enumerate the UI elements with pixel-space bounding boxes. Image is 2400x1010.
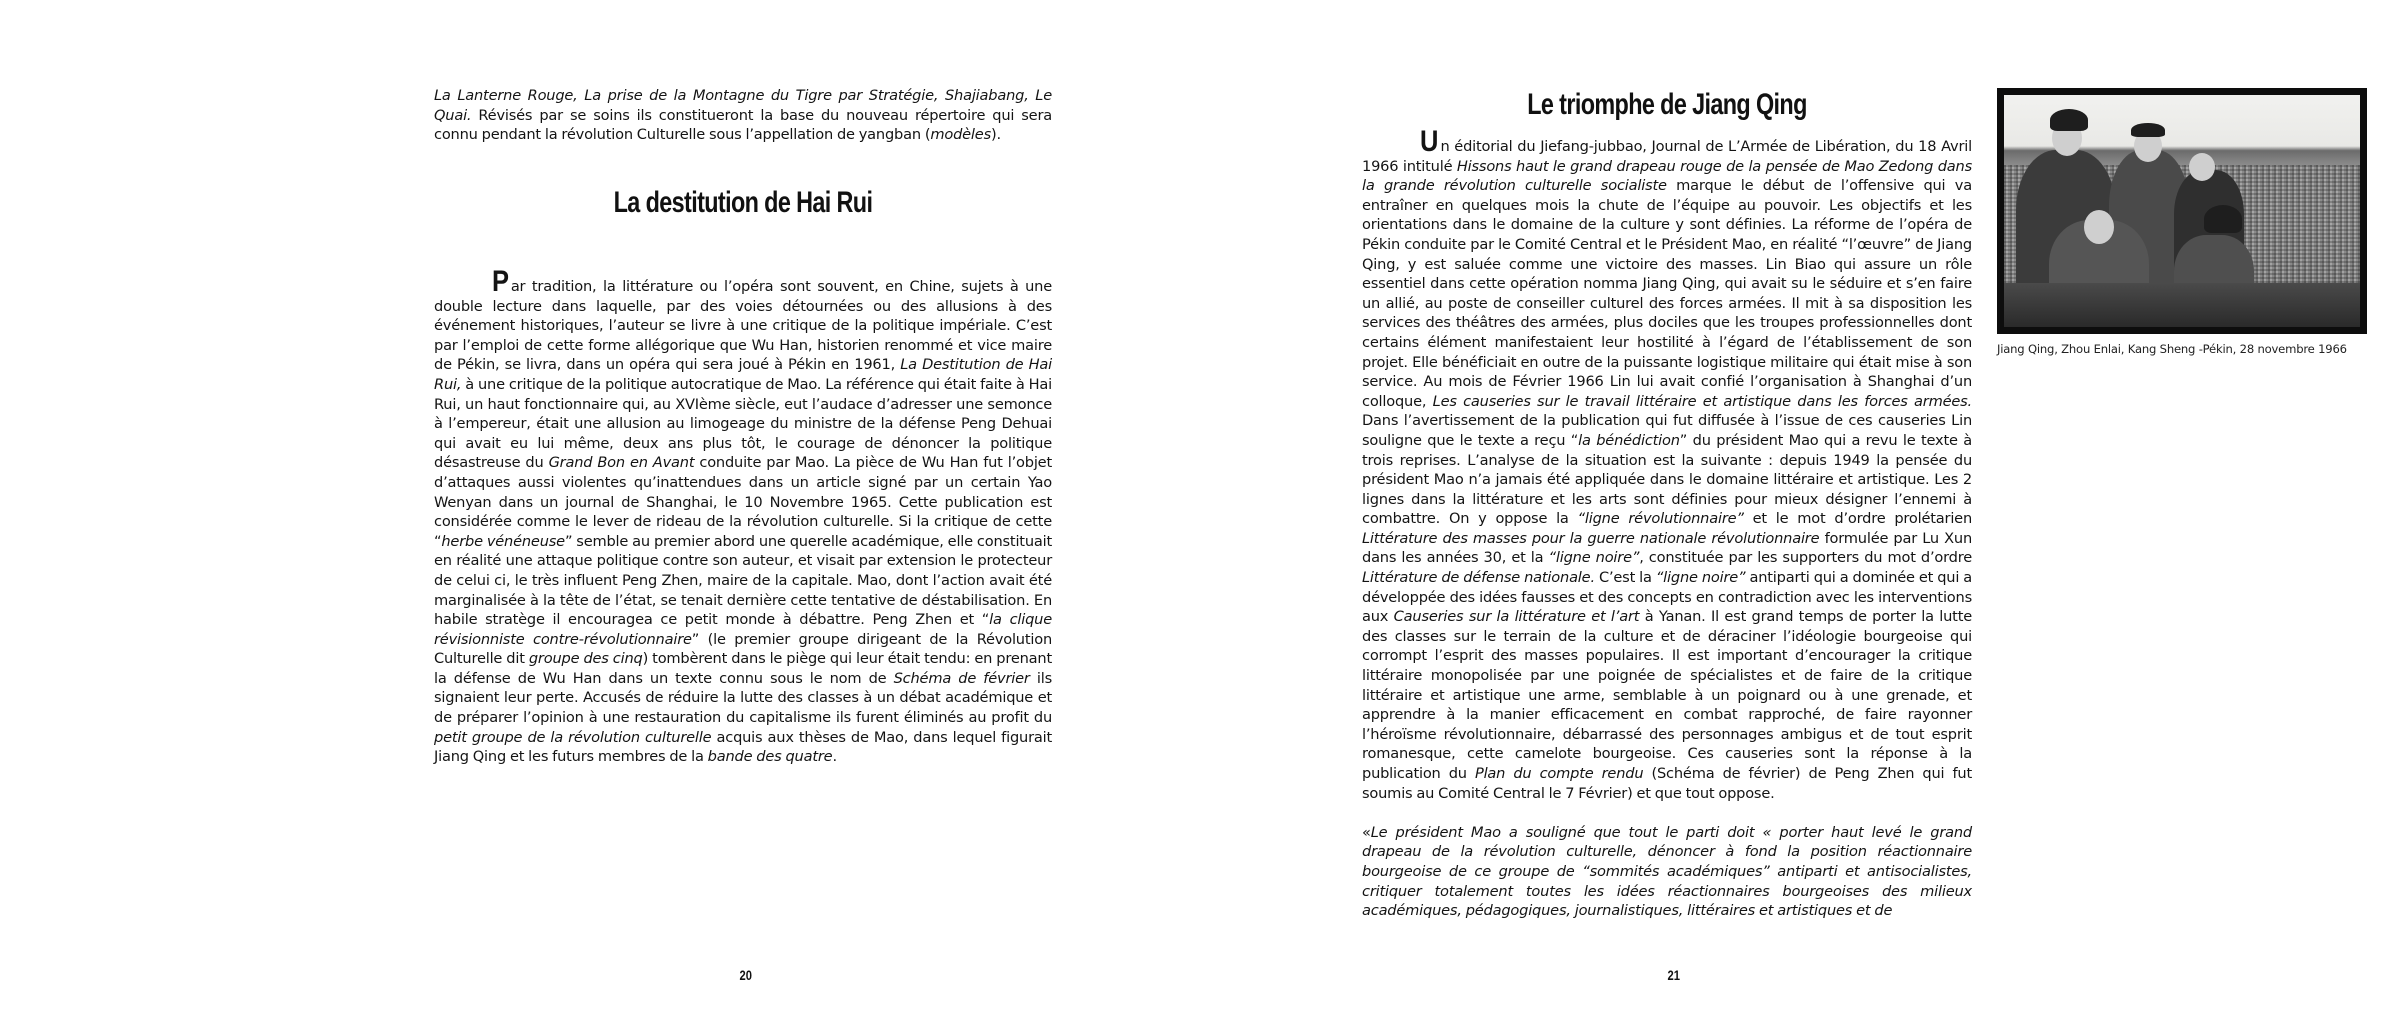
body-text-hai-rui: Par tradition, la littérature ou l’opéra sont souvent, en Chine, sujets à une double lecture dans laquelle, par des voies détournées ou des allusions à des événement historiques, l’auteur se livre à une critique de la politique impériale. C’est par l’emploi de cette forme allégorique que Wu Han, historien renommé et vice maire de Pékin, se livra, dans un opéra qui sera joué à Pékin en 1961, La Destitution de Hai Rui, à une critique de la politique autocratique de Mao. La référence qui était faite à Hai Rui, un haut fonctionnaire qui, au XVIème siècle, eut l’audace d’adresser une semonce à l’empereur, était une allusion au limogeage du ministre de la défense Peng Dehuai qui avait eu lui même, deux ans plus tôt, le courage de dénoncer la politique désastreuse du Grand Bon en Avant conduite par Mao. La pièce de Wu Han fut l’objet d’attaques aussi violentes qu’inattendues dans un article signé par un certain Yao Wenyan dans un journal de Shanghai, le 10 Novembre 1965. Cette publication est considérée comme le lever de rideau de la révolution culturelle. Si la critique de cette “herbe vénéneuse” semble au premier abord une querelle académique, elle constituait en réalité une attaque politique contre son auteur, et visait par extension le protecteur de celui ci, le très influent Peng Zhen, maire de la capitale. Mao, dont l’action avait été marginalisée à la tête de l’état, se tenait dernière cette tentative de déstabilisation. En habile stratège il encouragea ce petit monde à débattre. Peng Zhen et “la clique révisionniste contre-révolutionnaire” (le premier groupe dirigeant de la Révolution Culturelle dit groupe des cinq) tombèrent dans le piège qui leur était tendu: en prenant la défense de Wu Han dans un texte connu sous le nom de Schéma de février ils signaient leur perte. Accusés de réduire la lutte des classes à un débat académique et de préparer l’opinion à une restauration du capitalisme ils furent éliminés au profit du petit groupe de la révolution culturelle acquis aux thèses de Mao, dans lequel figurait Jiang Qing et les futurs membres de la bande des quatre. — [434, 265, 1053, 766]
page-number-right: 21 — [1667, 967, 1681, 983]
right-page — [1200, 0, 2400, 1010]
quote-paragraph: «Le président Mao a souligné que tout le parti doit « porter haut levé le grand drapeau de la révolution culturelle, dénoncer à fond la position réactionnaire bourgeoise de ce groupe de “sommités académiques” antiparti et antisocialistes, critiquer totalement toutes les idées réactionnaires bourgeoises des milieux académiques, pédagogiques, journalistiques, littéraires et artistiques et de — [1362, 823, 1972, 920]
drop-cap: P — [492, 265, 509, 298]
historical-photo — [1997, 88, 2367, 334]
section-title-jiang-qing: Le triomphe de Jiang Qing — [1527, 88, 1807, 121]
photo-caption: Jiang Qing, Zhou Enlai, Kang Sheng -Pékin, 28 novembre 1966 — [1997, 342, 2347, 356]
page-number-left: 20 — [739, 967, 753, 983]
play-titles: La Lanterne Rouge, La prise de la Montagne du Tigre par Stratégie, Shajiabang, Le Quai. — [434, 87, 1052, 124]
section-title-hai-rui: La destitution de Hai Rui — [613, 186, 873, 219]
intro-paragraph: La Lanterne Rouge, La prise de la Montagne du Tigre par Stratégie, Shajiabang, Le Quai. Révisés par se soins ils constitueront la base du nouveau répertoire qui sera connu pendant la révolution Culturelle sous l’appellation de yangban (modèles). — [434, 87, 1052, 144]
body-text-jiang-qing: Un éditorial du Jiefang-jubbao, Journal de L’Armée de Libération, du 18 Avril 1966 intitulé Hissons haut le grand drapeau rouge de la pensée de Mao Zedong dans la grande révolution culturelle socialiste marque le début de l’offensive qui va entraîner en quelques mois la chute de l’équipe au pouvoir. Les objectifs et les orientations dans le domaine de la culture y sont définies. La réforme de l’opéra de Pékin conduite par le Comité Central et le Président Mao, en réalité “l’œuvre” de Jiang Qing, y est saluée comme une victoire des masses. Lin Biao qui assure un rôle essentiel dans cette opération nomma Jiang Qing, qui avait su le séduire et s’en faire un allié, au poste de conseiller culturel des forces armées. Il mit à sa disposition les services des théâtres des armées, plus dociles que les troupes professionnelles dont certains élément manifestaient leur hostilité à l’égard de l’établissement de son projet. Elle bénéficiait en outre de la puissante logistique militaire qui était mise à son service. Au mois de Février 1966 Lin lui avait confié l’organisation à Shanghai d’un colloque, Les causeries sur le travail littéraire et artistique dans les forces armées. Dans l’avertissement de la publication qui fut diffusée à l’issue de ces causeries Lin souligne que le texte a reçu “la bénédiction” du président Mao qui a revu le texte à trois reprises. L’analyse de la situation est la suivante : depuis 1949 la pensée du président Mao n’a jamais été appliquée dans le domaine littéraire et artistique. Les 2 lignes dans la littérature et les arts sont définies pour mieux désigner l’ennemi à combattre. On y oppose la “ligne révolutionnaire” et le mot d’ordre prolétarien Littérature des masses pour la guerre nationale révolutionnaire formulée par Lu Xun dans les années 30, et la “ligne noire”, constituée par les supporters du mot d’ordre Littérature de défense nationale. C’est la “ligne noire” antiparti qui a dominée et qui a développée des idées fausses et des concepts en contradiction avec les interventions aux Causeries sur la littérature et l’art à Yanan. Il est grand temps de porter la lutte des classes sur le terrain de la culture et de déraciner l’idéologie bourgeoise qui corrompt l’esprit des masses populaires. Il est important d’encourager la critique littéraire monopolisée par une poignée de spécialistes et de faire de la critique littéraire et artistique une arme, semblable à un poignard ou à une grenade, et apprendre à la manier efficacement en combat rapproché, de faire rayonner l’héroïsme révolutionnaire, débarrassé des personnages ambigus et de tout esprit romanesque, cette camelote bourgeoise. Ces causeries sont la réponse à la publication du Plan du compte rendu (Schéma de février) de Peng Zhen qui fut soumis au Comité Central le 7 Février) et que tout oppose. «Le président Mao a souligné que tout le parti doit « porter haut levé le grand drapeau de la révolution culturelle, dénoncer à fond la position réactionnaire bourgeoise de ce groupe de “sommités académiques” antiparti et antisocialistes, critiquer totalement toutes les idées réactionnaires bourgeoises des milieux académiques, pédagogiques, journalistiques, littéraires et artistiques et de — [1362, 125, 1973, 920]
drop-cap: U — [1420, 125, 1439, 158]
